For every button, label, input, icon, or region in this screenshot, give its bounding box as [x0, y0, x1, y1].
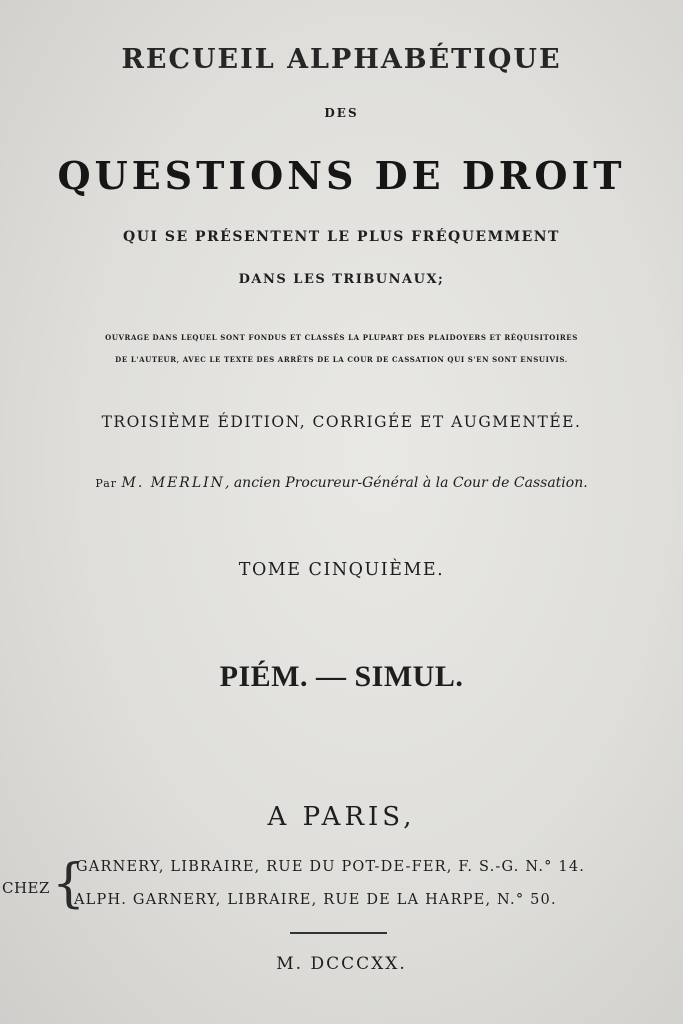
title-des: DES: [324, 106, 359, 120]
main-title: QUESTIONS DE DROIT: [57, 153, 626, 198]
publisher-block: [0, 855, 683, 925]
edition-statement: TROISIÈME ÉDITION, CORRIGÉE ET AUGMENTÉE.: [101, 413, 582, 431]
subtitle-1: QUI SE PRÉSENTENT LE PLUS FRÉQUEMMENT: [123, 229, 560, 245]
description-line-1: OUVRAGE DANS LEQUEL SONT FONDUS ET CLASSÉS LA PLUPART DES PLAIDOYERS ET RÉQUISITOIRES: [105, 333, 578, 342]
volume-range: PIÉM. — SIMUL.: [219, 660, 464, 693]
publisher-brace: {: [52, 854, 86, 914]
title-line-1: RECUEIL ALPHABÉTIQUE: [121, 44, 562, 75]
divider-rule: [290, 932, 387, 934]
description-line-2: DE L'AUTEUR, AVEC LE TEXTE DES ARRÊTS DE LA COUR DE CASSATION QUI S'EN SONT ENSUIVIS.: [115, 355, 568, 364]
publisher-line-1: GARNERY, LIBRAIRE, RUE DU POT-DE-FER, F. S.-G. N.° 14.: [76, 859, 586, 875]
publisher-line-2: ALPH. GARNERY, LIBRAIRE, RUE DE LA HARPE, N.° 50.: [74, 892, 557, 908]
author-line: [0, 475, 683, 491]
author-title: , ancien Procureur-Général à la Cour de Cassation.: [224, 475, 588, 491]
publisher-chez: CHEZ: [2, 879, 50, 897]
subtitle-2: DANS LES TRIBUNAUX;: [238, 272, 445, 287]
imprint-place: A PARIS,: [267, 802, 416, 832]
tome-label: TOME CINQUIÈME.: [238, 560, 445, 580]
author-name: M. MERLIN: [121, 475, 225, 491]
author-par: Par: [95, 477, 118, 490]
imprint-date: M. DCCCXX.: [276, 954, 407, 974]
